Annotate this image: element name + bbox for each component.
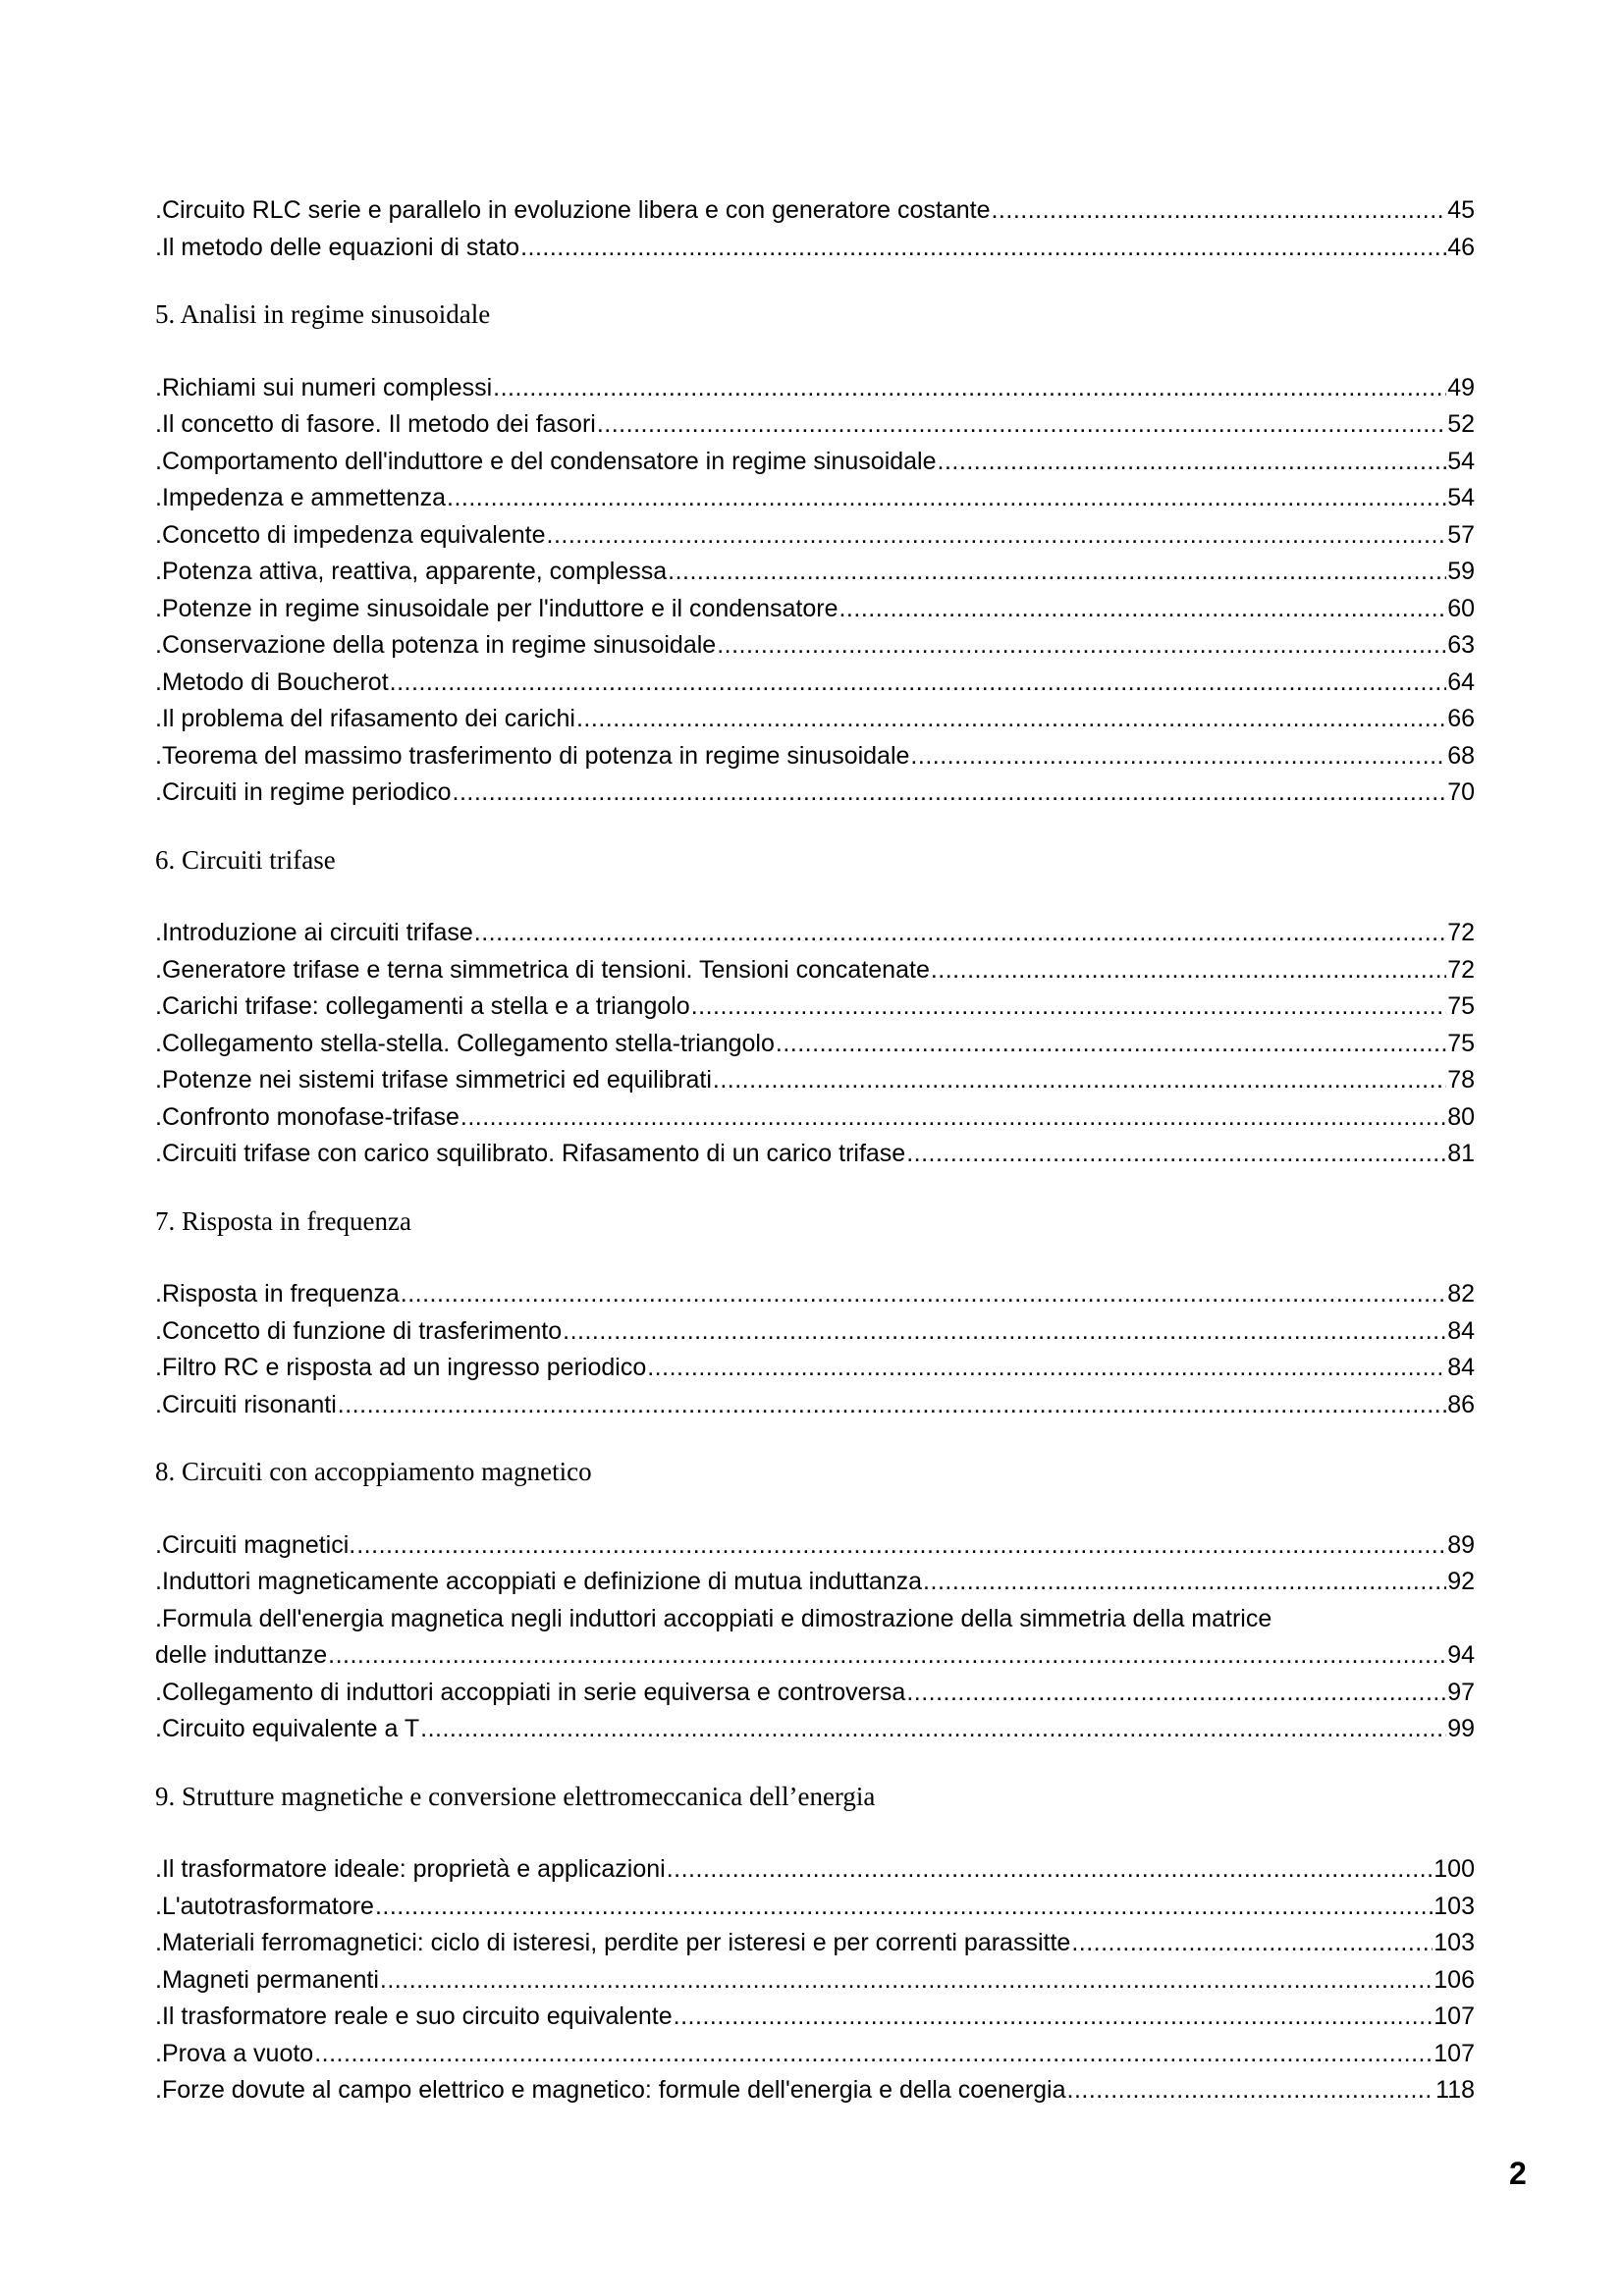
toc-section	[155, 842, 1475, 1173]
toc-entry-page: 70	[1447, 778, 1475, 806]
dot-leader	[906, 1675, 1446, 1712]
toc-entry-title: .Impedenza e ammettenza	[155, 484, 446, 511]
toc-section	[155, 192, 1475, 266]
toc-entry-page: 80	[1447, 1102, 1475, 1131]
dot-leader	[839, 591, 1446, 628]
toc-entry	[155, 517, 1475, 555]
toc-entry-title-first-line: .Formula dell'energia magnetica negli induttori accoppiati e dimostrazione della simmetria della matrice	[155, 1604, 1272, 1632]
toc-entry-title: .Filtro RC e risposta ad un ingresso periodico	[155, 1354, 647, 1381]
dot-leader	[776, 1026, 1446, 1063]
toc-entry	[155, 480, 1475, 517]
toc-entry-page: 97	[1447, 1678, 1475, 1706]
toc-entry-title: .Potenze in regime sinusoidale per l'induttore e il condensatore	[155, 594, 839, 622]
toc-entry-page: 63	[1447, 631, 1475, 659]
toc-entry-title: .Il trasformatore ideale: proprietà e applicazioni	[155, 1855, 666, 1883]
toc-entry	[155, 230, 1475, 267]
toc-entry	[155, 988, 1475, 1026]
toc-entry-page: 68	[1447, 741, 1475, 770]
toc-entry-page: 81	[1447, 1140, 1475, 1167]
toc-entry-page: 75	[1447, 992, 1475, 1020]
toc-entry-page: 66	[1447, 705, 1475, 732]
toc-entry-page: 52	[1447, 410, 1475, 438]
toc-entry-title: .Potenze nei sistemi trifase simmetrici ed equilibrati	[155, 1066, 712, 1094]
dot-leader	[328, 1637, 1446, 1675]
toc-entry-title: .Collegamento di induttori accoppiati in serie equiversa e controversa	[155, 1678, 906, 1706]
toc-entry	[155, 1711, 1475, 1748]
toc-entry	[155, 952, 1475, 989]
dot-leader	[576, 701, 1446, 738]
toc-section	[155, 1203, 1475, 1424]
toc-entry	[155, 192, 1475, 230]
toc-entry-page: 99	[1447, 1715, 1475, 1742]
toc-entry-page: 45	[1447, 196, 1475, 224]
toc-entry-title: .Carichi trifase: collegamenti a stella e a triangolo	[155, 992, 690, 1020]
toc-entry	[155, 665, 1475, 702]
toc-entry-page: 54	[1447, 447, 1475, 475]
dot-leader	[338, 1387, 1446, 1424]
toc-entry-multiline	[155, 1601, 1475, 1675]
toc-entry-title: .Il problema del rifasamento dei carichi	[155, 705, 575, 732]
toc-entry	[155, 1851, 1475, 1889]
section-heading: 7. Risposta in frequenza	[155, 1205, 411, 1236]
toc-entry	[155, 370, 1475, 407]
toc-entry-page: 103	[1434, 1892, 1475, 1920]
toc-entry	[155, 1276, 1475, 1313]
toc-entry-page: 89	[1447, 1530, 1475, 1559]
toc-entry-title: .Prova a vuoto	[155, 2039, 314, 2067]
dot-leader	[938, 444, 1447, 481]
toc-entry-title: .L'autotrasformatore	[155, 1892, 374, 1920]
dot-leader	[910, 738, 1446, 775]
toc-entry	[155, 1136, 1475, 1173]
toc-entry-title: .Il concetto di fasore. Il metodo dei fasori	[155, 410, 596, 438]
toc-entry-page: 103	[1434, 1929, 1475, 1956]
toc-entry-page: 92	[1447, 1568, 1475, 1595]
toc-entry-title: .Risposta in frequenza	[155, 1280, 400, 1308]
dot-leader	[717, 627, 1446, 665]
dot-leader	[356, 1527, 1446, 1565]
toc-entry	[155, 1925, 1475, 1962]
dot-leader	[1071, 1925, 1433, 1962]
dot-leader	[474, 915, 1446, 952]
toc-entry-page: 118	[1435, 2076, 1475, 2104]
dot-leader	[520, 230, 1446, 267]
toc-section	[155, 1779, 1475, 2109]
toc-entry-page: 82	[1447, 1280, 1475, 1308]
toc-entry-page: 78	[1447, 1066, 1475, 1094]
toc-entry	[155, 1675, 1475, 1712]
dot-leader	[390, 665, 1447, 702]
toc-entry-page: 86	[1447, 1390, 1475, 1418]
toc-entry-page: 46	[1447, 233, 1475, 261]
dot-leader	[597, 406, 1446, 444]
toc-section	[155, 296, 1475, 812]
toc-entry	[155, 1062, 1475, 1099]
toc-entry	[155, 2072, 1475, 2109]
toc-entry-page: 64	[1447, 667, 1475, 696]
toc-entry-title: .Magneti permanenti	[155, 1965, 379, 1994]
toc-entry-title: .Circuiti in regime periodico	[155, 778, 452, 806]
toc-entry-title: .Comportamento dell'induttore e del condensatore in regime sinusoidale	[155, 447, 937, 475]
toc-entry-title: .Materiali ferromagnetici: ciclo di isteresi, perdite per isteresi e per correnti parassitte	[155, 1929, 1071, 1956]
toc-entry-page: 94	[1447, 1641, 1475, 1669]
toc-entry	[155, 738, 1475, 775]
toc-entry-page: 57	[1447, 520, 1475, 549]
dot-leader	[667, 1851, 1434, 1889]
toc-entry-page: 84	[1447, 1316, 1475, 1345]
toc-entry-page: 106	[1434, 1965, 1475, 1994]
toc-entry	[155, 1527, 1475, 1565]
dot-leader	[923, 1564, 1446, 1601]
dot-leader	[668, 554, 1446, 591]
dot-leader	[453, 774, 1447, 812]
toc-entry-title: .Forze dovute al campo elettrico e magnetico: formule dell'energia e della coenergia	[155, 2076, 1066, 2104]
toc-entry-page: 100	[1434, 1855, 1475, 1883]
section-heading: 6. Circuiti trifase	[155, 844, 336, 875]
toc-entry-title: .Metodo di Boucherot	[155, 667, 389, 696]
toc-entry	[155, 1099, 1475, 1137]
toc-entry-page: 72	[1447, 955, 1475, 984]
dot-leader	[647, 1350, 1446, 1387]
toc-entry	[155, 1637, 1475, 1675]
toc-entry-title: .Concetto di funzione di trasferimento	[155, 1316, 563, 1345]
section-heading: 9. Strutture magnetiche e conversione elettromeccanica dell’energia	[155, 1781, 876, 1811]
dot-leader	[713, 1062, 1446, 1099]
toc-entry-title: .Generatore trifase e terna simmetrica di tensioni. Tensioni concatenate	[155, 955, 930, 984]
toc-entry-page: 107	[1434, 2002, 1475, 2030]
toc-entry	[155, 1350, 1475, 1387]
toc-entry	[155, 701, 1475, 738]
dot-leader	[674, 1999, 1434, 2036]
toc-entry-title: delle induttanze	[155, 1641, 328, 1669]
toc-entry-page: 54	[1447, 484, 1475, 511]
toc-entry-title: .Il trasformatore reale e suo circuito equivalente	[155, 2002, 673, 2030]
toc-entry-title: .Collegamento stella-stella. Collegamento stella-triangolo	[155, 1029, 775, 1057]
toc-entry-page: 84	[1447, 1354, 1475, 1381]
toc-entry	[155, 1564, 1475, 1601]
dot-leader	[420, 1711, 1446, 1748]
toc-entry-page: 75	[1447, 1029, 1475, 1057]
toc-entry	[155, 1889, 1475, 1926]
toc-entry-title: .Introduzione ai circuiti trifase	[155, 919, 473, 946]
toc-entry-title: .Concetto di impedenza equivalente	[155, 520, 546, 549]
dot-leader	[401, 1276, 1446, 1313]
toc-entry-page: 59	[1447, 558, 1475, 585]
toc-entry-title: .Circuiti magnetici.	[155, 1530, 356, 1559]
toc-entry	[155, 1387, 1475, 1424]
dot-leader	[1067, 2072, 1435, 2109]
toc-entry-page: 107	[1434, 2039, 1475, 2067]
toc-entry-page: 60	[1447, 594, 1475, 622]
toc-entry	[155, 1962, 1475, 2000]
page-number: 2	[1509, 2156, 1527, 2191]
toc-section	[155, 1454, 1475, 1748]
toc-entry-title: .Circuito equivalente a T	[155, 1715, 420, 1742]
toc-entry	[155, 554, 1475, 591]
dot-leader	[380, 1962, 1433, 2000]
toc-entry-page: 72	[1447, 919, 1475, 946]
toc-entry-title: .Conservazione della potenza in regime sinusoidale	[155, 631, 717, 659]
toc-entry-title: .Circuiti trifase con carico squilibrato. Rifasamento di un carico trifase	[155, 1140, 906, 1167]
toc-entry-title: .Il metodo delle equazioni di stato	[155, 233, 520, 261]
toc-entry	[155, 1999, 1475, 2036]
dot-leader	[460, 1099, 1446, 1137]
table-of-contents	[155, 192, 1475, 2109]
toc-entry-title: .Confronto monofase-trifase	[155, 1102, 460, 1131]
dot-leader	[931, 952, 1446, 989]
dot-leader	[375, 1889, 1433, 1926]
toc-entry	[155, 1026, 1475, 1063]
toc-entry	[155, 406, 1475, 444]
toc-entry-page: 49	[1447, 373, 1475, 401]
dot-leader	[906, 1136, 1446, 1173]
toc-entry-title: .Teorema del massimo trasferimento di potenza in regime sinusoidale	[155, 741, 910, 770]
toc-entry-title: .Potenza attiva, reattiva, apparente, complessa	[155, 558, 668, 585]
toc-entry-title: .Richiami sui numeri complessi	[155, 373, 493, 401]
toc-entry-title: .Circuito RLC serie e parallelo in evoluzione libera e con generatore costante	[155, 196, 991, 224]
toc-entry	[155, 774, 1475, 812]
toc-entry	[155, 1313, 1475, 1351]
section-heading: 8. Circuiti con accoppiamento magnetico	[155, 1457, 592, 1486]
toc-entry	[155, 444, 1475, 481]
toc-entry	[155, 915, 1475, 952]
toc-entry	[155, 591, 1475, 628]
dot-leader	[493, 370, 1446, 407]
toc-entry-title: .Induttori magneticamente accoppiati e definizione di mutua induttanza	[155, 1568, 923, 1595]
toc-entry-title: .Circuiti risonanti	[155, 1390, 337, 1418]
toc-entry	[155, 2036, 1475, 2073]
dot-leader	[563, 1313, 1446, 1351]
dot-leader	[547, 517, 1447, 555]
toc-entry	[155, 627, 1475, 665]
dot-leader	[314, 2036, 1433, 2073]
dot-leader	[691, 988, 1446, 1026]
dot-leader	[447, 480, 1446, 517]
dot-leader	[991, 192, 1446, 230]
section-heading: 5. Analisi in regime sinusoidale	[155, 299, 491, 329]
